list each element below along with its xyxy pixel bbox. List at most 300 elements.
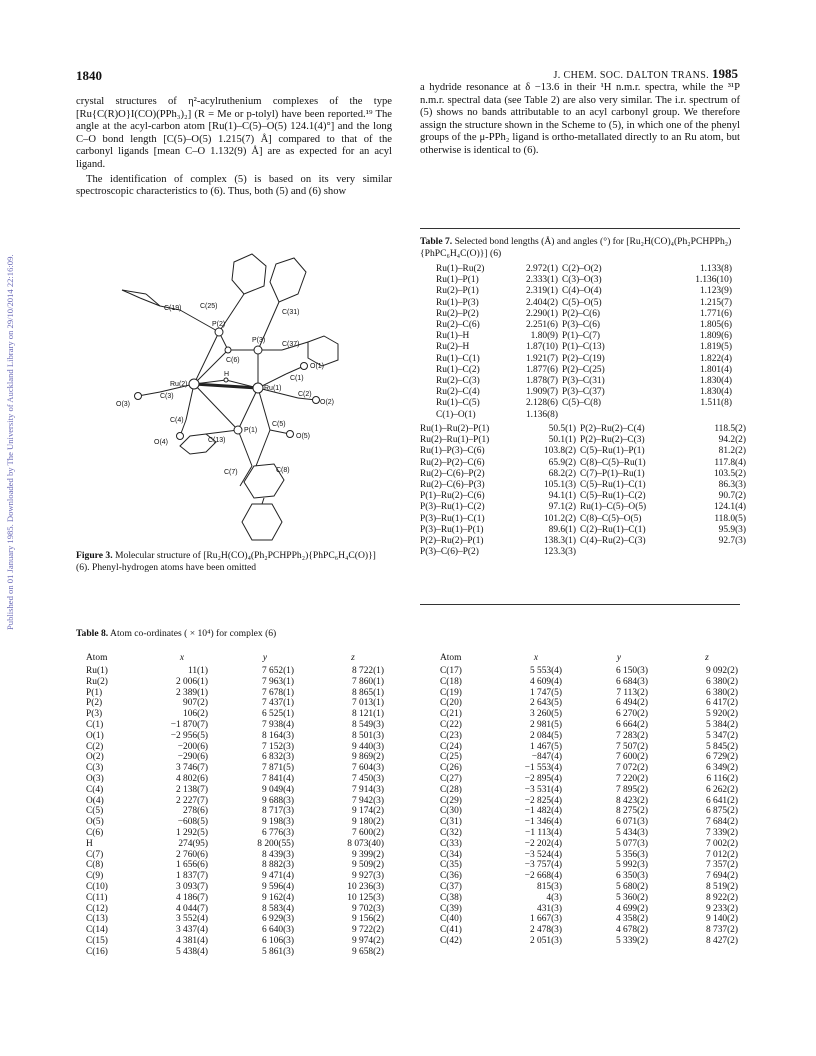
bond-value: 50.5(1) (548, 424, 576, 434)
bond-value: 89.6(1) (548, 524, 576, 535)
coordinate: −847(4) (531, 752, 562, 763)
atom-name: C(38) (440, 892, 462, 903)
coordinate: 6 262(2) (705, 784, 738, 795)
atom-name: C(23) (440, 730, 462, 741)
paragraph: crystal structures of η²-acylruthenium complexes of the type [Ru{C(R)O}I(CO)(PPh₃)₂] (R = Me or p-tolyl) have been reported.¹⁹ The angle at the acyl-carbon atom [Ru(1)–C(5)–O(5) 124.1(4)°] and the long C–O bond length [C(5)–O(5) 1.215(7) Å] compared to that of the carbonyl ligands [mean C–O 1.132(9) Å] are as expected for an acyl ligand. (76, 96, 392, 170)
table-row (436, 342, 736, 353)
table-row (86, 828, 398, 839)
table-row (440, 742, 752, 753)
coordinate: 9 688(3) (261, 795, 294, 806)
bond-value: 95.9(3) (718, 524, 746, 535)
coordinate: 8 549(3) (351, 719, 384, 730)
atom-label: C(3) (160, 393, 174, 400)
atom-name: C(33) (440, 838, 462, 849)
table-row (440, 796, 752, 807)
table8-right (440, 650, 752, 947)
coordinate: 6 641(2) (705, 795, 738, 806)
coordinate: 8 882(3) (261, 860, 294, 871)
atom-name: P(2) (86, 698, 103, 709)
table-row (86, 709, 398, 720)
bond-value: 1.87(10) (525, 342, 558, 353)
atom-name: Ru(1) (86, 666, 108, 676)
bond-value: 1.809(6) (699, 331, 732, 342)
bond-label: Ru(2)–Ru(1)–P(1) (420, 435, 490, 446)
coordinate: −3 757(4) (524, 860, 562, 871)
bond-label: P(3)–C(6)–P(2) (420, 547, 479, 558)
coordinate: 7 942(3) (351, 795, 384, 806)
table-row (436, 410, 736, 421)
bond-label: P(2)–Ru(2)–C(3) (580, 435, 645, 446)
table-row (420, 446, 750, 457)
coordinate: 1 292(5) (175, 827, 208, 838)
table-row (436, 398, 736, 409)
coordinate: 3 746(7) (175, 763, 208, 774)
atom-label: O(2) (320, 399, 334, 406)
table-row (86, 752, 398, 763)
atom-name: C(14) (86, 925, 108, 936)
coordinate: 7 013(1) (351, 698, 384, 709)
atom-name: C(35) (440, 860, 462, 871)
atom-label: C(7) (224, 469, 238, 476)
bond-label: P(2)–C(25) (562, 364, 605, 375)
coordinate: 6 684(3) (615, 676, 648, 687)
coordinate: 7 152(3) (261, 741, 294, 752)
table-row (436, 365, 736, 376)
bond-value: 124.1(4) (713, 502, 746, 513)
atom-name: C(21) (440, 709, 462, 720)
table-row (86, 688, 398, 699)
coordinate: 8 275(2) (615, 806, 648, 817)
coordinate: 7 450(3) (351, 773, 384, 784)
atom-name: C(36) (440, 871, 462, 882)
coordinate: 7 678(1) (261, 687, 294, 698)
table-row (420, 547, 750, 558)
coordinate: 907(2) (183, 698, 208, 709)
caption-text: Atom co-ordinates ( × 10⁴) for complex (6) (110, 628, 277, 639)
coordinate: 9 509(2) (351, 860, 384, 871)
coordinate: −2 956(5) (170, 730, 208, 741)
bond-value: 1.136(10) (695, 275, 732, 286)
atom-name: C(3) (86, 763, 104, 774)
bond-label: P(1)–Ru(2)–C(6) (420, 491, 485, 502)
bond-label: Ru(1)–Ru(2)–P(1) (420, 424, 490, 434)
bond-label: Ru(2)–P(2)–C(6) (420, 457, 485, 468)
coordinate: 7 283(2) (615, 730, 648, 741)
bond-value: 65.9(2) (548, 457, 576, 468)
atom-name: C(11) (86, 892, 108, 903)
coordinate: 2 389(1) (175, 687, 208, 698)
bond-label: Ru(2)–C(6)–P(3) (420, 480, 485, 491)
coordinate: 6 875(2) (705, 806, 738, 817)
bond-value: 97.1(2) (548, 502, 576, 513)
bond-value: 1.123(9) (699, 286, 732, 297)
table-row (436, 320, 736, 331)
atom-name: C(13) (86, 914, 108, 925)
coordinate: 6 525(1) (261, 709, 294, 720)
coordinate: 3 552(4) (175, 914, 208, 925)
coordinate: 7 938(4) (261, 719, 294, 730)
header-row (86, 650, 398, 666)
bond-value: 1.830(4) (699, 387, 732, 398)
bond-label: C(5)–C(8) (562, 398, 602, 409)
journal-header (553, 66, 738, 82)
table-row (86, 914, 398, 925)
coordinate: 6 270(2) (615, 709, 648, 720)
coordinate: 3 437(4) (175, 925, 208, 936)
atom-name: O(1) (86, 730, 104, 741)
table-row (86, 677, 398, 688)
bond-label: P(3)–C(6) (562, 320, 601, 331)
bond-value: 1.80(9) (530, 331, 558, 342)
coordinate: 8 427(2) (705, 935, 738, 946)
table7-angles (420, 424, 750, 558)
coordinate: 8 922(2) (705, 892, 738, 903)
atom-name: O(2) (86, 752, 104, 763)
coordinate: 6 071(3) (615, 817, 648, 828)
coordinate: 9 927(3) (351, 871, 384, 882)
header-row (440, 650, 752, 666)
bond-label: P(1)–C(13) (562, 342, 605, 353)
caption-text: Selected bond lengths (Å) and angles (°) for [Ru₂H(CO)₄(Ph₂PCHPPh₂){PhPC₆H₄C(O)}] (6) (420, 236, 732, 259)
atom-label: O(3) (116, 401, 130, 408)
atom-name: C(19) (440, 687, 462, 698)
coordinate: 6 350(3) (615, 871, 648, 882)
coordinate: 2 006(1) (175, 676, 208, 687)
column-header: z (705, 653, 709, 663)
atom-name: C(41) (440, 925, 462, 936)
coordinate: 5 360(2) (615, 892, 648, 903)
coordinate: 5 861(3) (261, 946, 294, 957)
atom-label: C(8) (276, 467, 290, 474)
atom-name: C(27) (440, 773, 462, 784)
coordinate: 9 198(3) (261, 817, 294, 828)
atom-name: C(20) (440, 698, 462, 709)
coordinate: 6 417(2) (705, 698, 738, 709)
column-header: Atom (440, 653, 462, 663)
coordinate: 7 914(3) (351, 784, 384, 795)
bond-label: Ru(2)–C(6)–P(2) (420, 468, 485, 479)
coordinate: 4 802(6) (175, 773, 208, 784)
bond-label: Ru(2)–C(6) (436, 320, 480, 331)
caption-label: Table 7. (420, 236, 453, 247)
coordinate: 1 747(5) (529, 687, 562, 698)
bond-value (670, 410, 736, 421)
table-row (86, 904, 398, 915)
coordinate: 5 356(3) (615, 849, 648, 860)
atom-label: P(1) (244, 427, 258, 434)
coordinate: 2 227(7) (175, 795, 208, 806)
bond-label: P(2)–Ru(2)–C(4) (580, 424, 645, 434)
coordinate: 1 467(5) (529, 741, 562, 752)
coordinate: 4(3) (546, 892, 562, 903)
coordinate: 7 357(2) (705, 860, 738, 871)
table-row (440, 763, 752, 774)
atom-label: H (224, 371, 230, 378)
coordinate: 7 652(1) (261, 666, 294, 676)
atom-name: C(4) (86, 784, 104, 795)
bond-value: 2.333(1) (525, 275, 558, 286)
table7-caption (420, 236, 740, 260)
coordinate: −200(6) (177, 741, 208, 752)
bond-label: Ru(1)–C(5)–O(5) (580, 502, 647, 513)
table-row (86, 698, 398, 709)
table-row (440, 860, 752, 871)
atom-label: C(6) (226, 357, 240, 364)
table-row (440, 936, 752, 947)
bond-label: C(5)–Ru(1)–C(2) (580, 491, 646, 502)
coordinate: 9 471(4) (261, 871, 294, 882)
atom-name: C(25) (440, 752, 462, 763)
atom-name: C(17) (440, 666, 462, 676)
coordinate: 5 339(2) (615, 935, 648, 946)
table-row (440, 817, 752, 828)
table8-left (86, 650, 398, 958)
table-row (420, 525, 750, 536)
coordinate: 8 200(55) (257, 838, 294, 849)
atom-label: C(19) (164, 305, 182, 312)
journal-name: J. CHEM. SOC. DALTON TRANS. (553, 70, 710, 81)
bond-label: C(7)–P(1)–Ru(1) (580, 468, 645, 479)
coordinate: 6 832(3) (261, 752, 294, 763)
bond-value: 2.972(1) (525, 264, 558, 274)
table-row (420, 536, 750, 547)
table-row (86, 936, 398, 947)
coordinate: 5 992(3) (615, 860, 648, 871)
coordinate: −2 825(4) (524, 795, 562, 806)
coordinate: 6 106(3) (261, 935, 294, 946)
bond-label: P(3)–Ru(1)–C(2) (420, 502, 485, 513)
coordinate: 2 981(5) (529, 719, 562, 730)
bond-label: Ru(1)–C(1) (436, 353, 480, 364)
table-row (436, 298, 736, 309)
bond-label: Ru(1)–H (436, 331, 470, 342)
bond-label: P(3)–C(31) (562, 376, 605, 387)
bond-label (562, 410, 670, 421)
table-row (440, 720, 752, 731)
atom-name: C(6) (86, 827, 104, 838)
atom-label: O(5) (296, 433, 310, 440)
coordinate: 10 236(3) (347, 881, 384, 892)
atom-name: C(10) (86, 881, 108, 892)
coordinate: 4 609(4) (529, 676, 562, 687)
coordinate: 5 384(2) (705, 719, 738, 730)
coordinate: 6 349(2) (705, 763, 738, 774)
coordinate: −1 870(7) (170, 719, 208, 730)
coordinate: 4 186(7) (175, 892, 208, 903)
bond-value: 1.830(4) (699, 376, 732, 387)
atom-label: O(1) (310, 363, 324, 370)
coordinate: 6 150(3) (615, 666, 648, 676)
table-row (86, 763, 398, 774)
table-row (420, 491, 750, 502)
atom-label: C(2) (298, 391, 312, 398)
atom-name: C(26) (440, 763, 462, 774)
bond-label: C(5)–Ru(1)–C(1) (580, 480, 646, 491)
bond-value: 86.3(3) (718, 480, 746, 491)
bond-label: C(5)–O(5) (562, 297, 602, 308)
download-notice: Published on 01 January 1985. Downloaded by The University of Auckland Library on 29/10/2014 22:16:09. (5, 254, 15, 630)
bond-value: 1.136(8) (525, 409, 558, 420)
coordinate: 7 860(1) (351, 676, 384, 687)
atom-name: C(22) (440, 719, 462, 730)
atom-labels (116, 303, 334, 476)
coordinate: 7 600(2) (615, 752, 648, 763)
bond-label: P(2)–C(19) (562, 353, 605, 364)
table-row (440, 785, 752, 796)
atom-label: P(3) (252, 337, 266, 344)
coordinate: 6 380(2) (705, 676, 738, 687)
coordinate: −3 531(4) (524, 784, 562, 795)
coordinate: 4 381(4) (175, 935, 208, 946)
bond-label: Ru(1)–P(3)–C(6) (420, 446, 485, 457)
coordinate: 9 974(2) (351, 935, 384, 946)
coordinate: 9 156(2) (351, 914, 384, 925)
bond-label: C(2)–Ru(1)–C(1) (580, 524, 646, 535)
table-row (440, 904, 752, 915)
bond-label: P(2)–Ru(2)–P(1) (420, 536, 484, 547)
bond-label: Ru(1)–C(2) (436, 364, 480, 375)
table-row (420, 480, 750, 491)
bond-label: P(1)–C(7) (562, 331, 601, 342)
column-header: z (351, 653, 355, 663)
table-row (86, 925, 398, 936)
bond-value: 103.5(2) (713, 468, 746, 479)
bond-value: 1.822(4) (699, 353, 732, 364)
coordinate: 2 760(6) (175, 849, 208, 860)
bond-label: C(3)–O(3) (562, 275, 602, 286)
table-row (436, 331, 736, 342)
caption-label: Figure 3. (76, 550, 113, 561)
coordinate: 7 507(2) (615, 741, 648, 752)
coordinate: −1 113(4) (525, 827, 562, 838)
coordinate: −3 524(4) (524, 849, 562, 860)
table-row (86, 806, 398, 817)
coordinate: 9 722(2) (351, 925, 384, 936)
coordinate: 2 478(3) (529, 925, 562, 936)
column-header: y (616, 653, 622, 663)
paragraph: The identification of complex (5) is based on its very similar spectroscopic characteristics to (6). Thus, both (5) and (6) show (76, 173, 392, 198)
coordinate: 5 553(4) (529, 666, 562, 676)
molecular-structure-figure (76, 250, 376, 550)
bond-label: Ru(2)–H (436, 342, 470, 353)
coordinate: 7 604(3) (351, 763, 384, 774)
bond-value: 2.404(2) (525, 297, 558, 308)
atom-name: C(18) (440, 676, 462, 687)
coordinate: 5 845(2) (705, 741, 738, 752)
coordinate: 7 113(2) (616, 687, 648, 698)
table-row (86, 947, 398, 958)
coordinate: 3 093(7) (175, 881, 208, 892)
table-row (86, 785, 398, 796)
table-row (440, 666, 752, 677)
bond-label: C(4)–O(4) (562, 286, 602, 297)
atom-label: Ru(1) (264, 385, 282, 392)
coordinate: 5 077(3) (615, 838, 648, 849)
coordinate: 9 658(2) (351, 946, 384, 957)
table-row (420, 424, 750, 435)
table-rule (420, 604, 740, 605)
bond-value: 1.921(7) (525, 353, 558, 364)
coordinate: 7 002(2) (705, 838, 738, 849)
coordinate: 9 702(3) (351, 903, 384, 914)
atom-label: Ru(2) (170, 381, 188, 388)
table-row (440, 925, 752, 936)
coordinate: 4 044(7) (175, 903, 208, 914)
bond-label (580, 547, 694, 558)
table-row (420, 469, 750, 480)
coordinate: 106(2) (183, 709, 208, 720)
coordinate: 8 583(4) (261, 903, 294, 914)
column-header: y (262, 653, 268, 663)
table-row (440, 731, 752, 742)
table-row (440, 677, 752, 688)
atom-name: C(39) (440, 903, 462, 914)
coordinate: 7 684(2) (705, 817, 738, 828)
table-row (86, 796, 398, 807)
atom-label: C(13) (208, 437, 226, 444)
coordinate: 9 162(4) (261, 892, 294, 903)
bond-value: 1.511(8) (700, 398, 732, 409)
bond-label: Ru(1)–P(3) (436, 297, 479, 308)
bond-label: Ru(2)–C(3) (436, 376, 480, 387)
coordinate: 7 871(5) (261, 763, 294, 774)
bond-label: Ru(1)–C(5) (436, 398, 480, 409)
bond-label: P(3)–C(37) (562, 387, 605, 398)
table-row (440, 882, 752, 893)
table-row (86, 893, 398, 904)
table-rule (420, 228, 740, 229)
coordinate: 7 437(1) (261, 698, 294, 709)
table-row (86, 720, 398, 731)
bond-label: Ru(2)–P(2) (436, 308, 479, 319)
atom-name: C(2) (86, 741, 104, 752)
bond-value: 94.2(2) (718, 435, 746, 446)
table8-caption (76, 628, 276, 639)
column-header: x (179, 653, 185, 663)
coordinate: 7 694(2) (705, 871, 738, 882)
atom-name: C(29) (440, 795, 462, 806)
atom-name: C(31) (440, 817, 462, 828)
bond-value: 123.3(3) (543, 547, 576, 558)
atom-label: C(31) (282, 309, 300, 316)
bond-value: 2.290(1) (525, 308, 558, 319)
coordinate: 9 180(2) (351, 817, 384, 828)
bond-value: 1.909(7) (525, 387, 558, 398)
coordinate: 1 837(7) (175, 871, 208, 882)
atom-name: C(34) (440, 849, 462, 860)
caption-label: Table 8. (76, 628, 109, 639)
bond-value: 1.805(6) (699, 320, 732, 331)
bond-value: 94.1(1) (548, 491, 576, 502)
coordinate: 8 717(3) (261, 806, 294, 817)
coordinate: 2 084(5) (529, 730, 562, 741)
coordinate: 4 699(2) (615, 903, 648, 914)
table-row (86, 850, 398, 861)
atom-name: C(24) (440, 741, 462, 752)
coordinate: 6 664(2) (615, 719, 648, 730)
coordinate: 2 138(7) (175, 784, 208, 795)
coordinate: 2 643(5) (529, 698, 562, 709)
coordinate: 6 494(2) (615, 698, 648, 709)
coordinate: 7 220(2) (615, 773, 648, 784)
atom-label: C(25) (200, 303, 218, 310)
coordinate: −608(5) (177, 817, 208, 828)
bond-label: Ru(2)–P(1) (436, 286, 479, 297)
coordinate: 8 865(1) (351, 687, 384, 698)
figure3-caption (76, 550, 386, 574)
coordinate: 8 073(40) (347, 838, 384, 849)
atom-label: C(37) (282, 341, 300, 348)
